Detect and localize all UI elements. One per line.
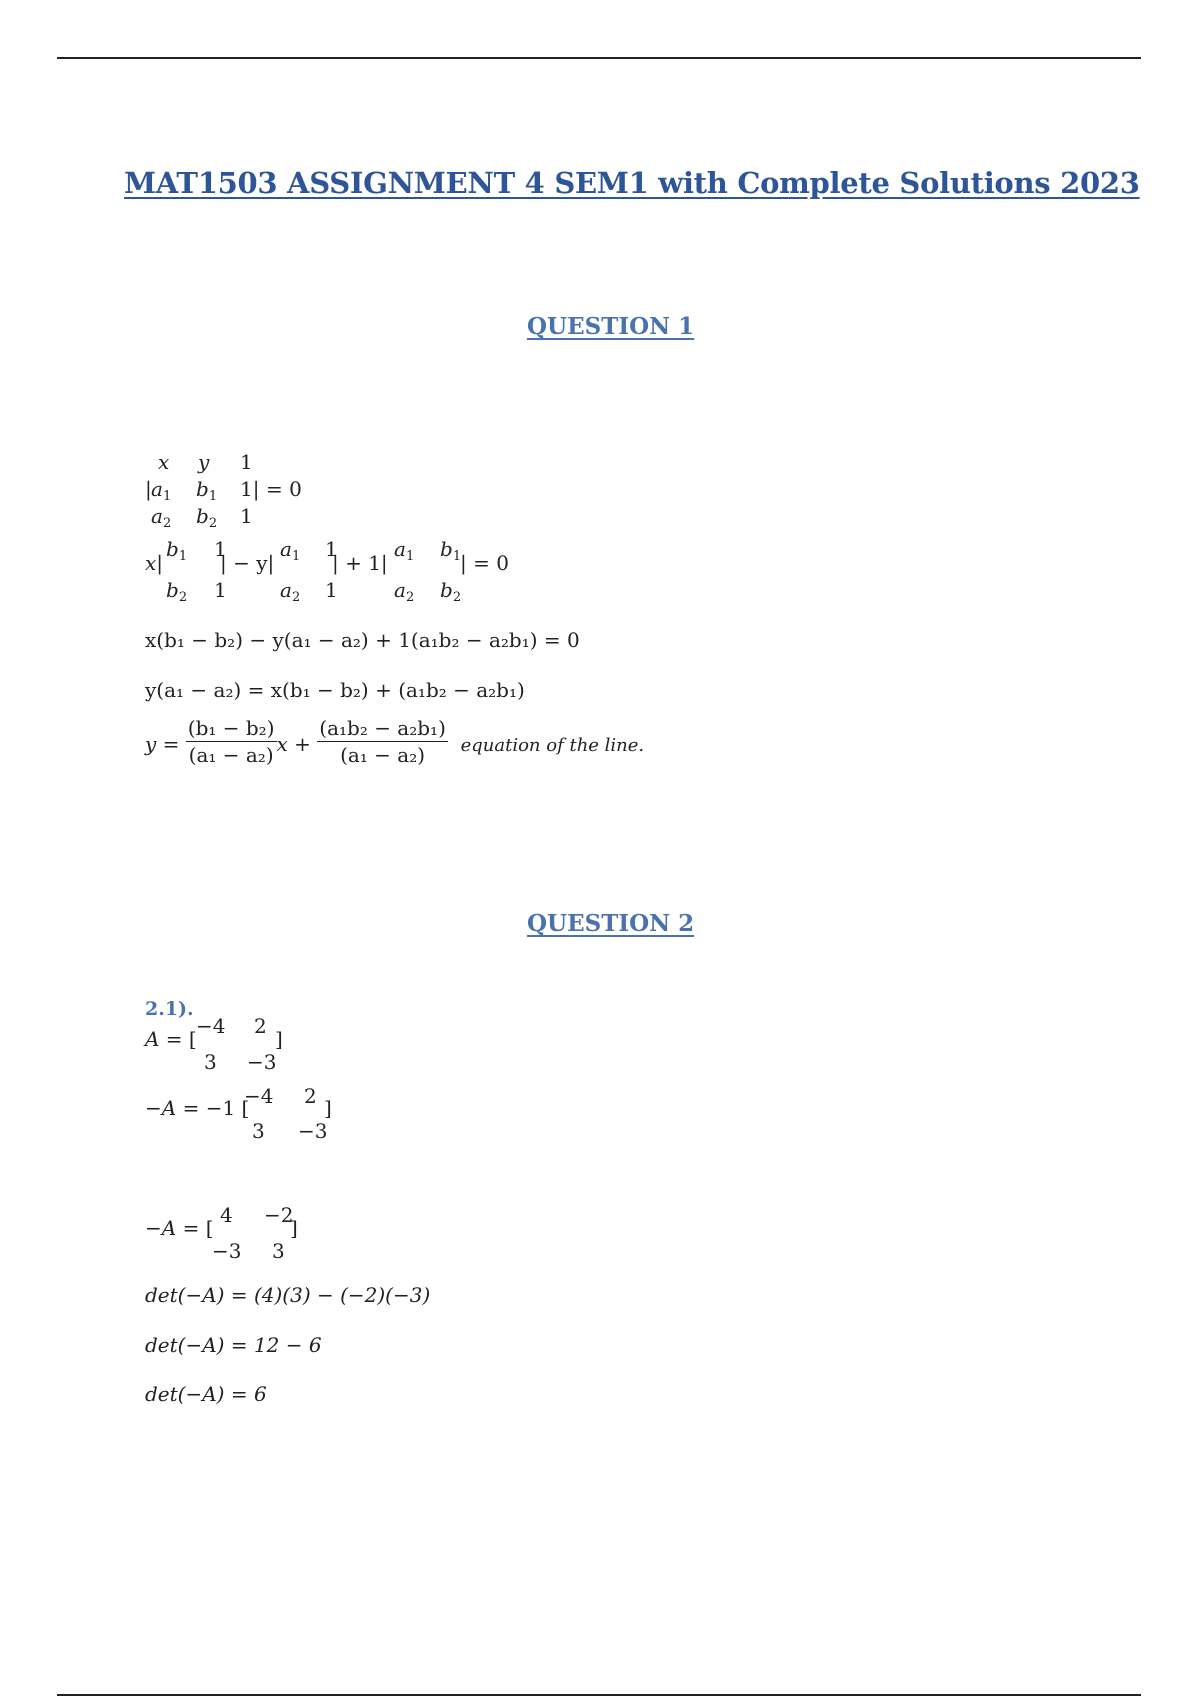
question-2-heading: QUESTION 2 <box>527 910 695 937</box>
determinant-step-1: det(−A) = (4)(3) − (−2)(−3) <box>145 1283 431 1307</box>
document-title: MAT1503 ASSIGNMENT 4 SEM1 with Complete Solutions 2023 <box>124 166 1140 200</box>
equation-line-2: y(a₁ − a₂) = x(b₁ − b₂) + (a₁b₂ − a₂b₁) <box>145 678 525 702</box>
minor-entry: 1 <box>325 537 338 561</box>
minor-entry: $b_2$ <box>440 578 462 605</box>
det-entry: 1 <box>240 450 253 474</box>
matrix-entry: 2 <box>304 1084 317 1108</box>
determinant-step-2: det(−A) = 12 − 6 <box>145 1333 322 1357</box>
det-entry: $a_1$ <box>151 477 172 504</box>
part-label: 2.1). <box>145 998 194 1020</box>
slope-fraction: $\frac{\text{(b₁ − b₂)}}{\text{(a₁ − a₂)}}$ <box>187 716 275 767</box>
expansion-minus-y: | − y| <box>220 551 275 575</box>
minor-entry: $a_1$ <box>280 537 301 564</box>
equation-of-line: y = $\frac{\text{(b₁ − b₂)}}{\text{(a₁ − a₂)}}$ x + $\frac{\text{(a₁b₂ − a₂b₁)}}{\text{(a₁ − a₂)}}$ equation of the line. <box>145 716 645 767</box>
matrix-label: A = [ <box>145 1027 197 1051</box>
matrix-label: −A = −1 [ <box>145 1096 250 1120</box>
minor-entry: $a_2$ <box>394 578 415 605</box>
matrix-entry: 4 <box>220 1203 233 1227</box>
matrix-close: ] <box>290 1216 298 1240</box>
expansion-x: x| <box>145 551 164 575</box>
det-entry: 1 <box>240 504 253 528</box>
matrix-entry: −4 <box>244 1084 274 1108</box>
matrix-entry: −4 <box>196 1014 226 1038</box>
expansion-end: | = 0 <box>460 551 509 575</box>
matrix-close: ] <box>275 1027 283 1051</box>
matrix-entry: −3 <box>212 1239 242 1263</box>
det-entry: $b_2$ <box>196 504 218 531</box>
det-bar: | <box>145 477 152 501</box>
matrix-entry: 2 <box>254 1014 267 1038</box>
matrix-entry: −3 <box>247 1050 277 1074</box>
det-entry: 1| <box>240 477 260 501</box>
det-entry: y <box>198 450 210 474</box>
minor-entry: 1 <box>325 578 338 602</box>
det-equals: = 0 <box>266 477 302 501</box>
matrix-label: −A = [ <box>145 1216 214 1240</box>
top-rule <box>57 57 1141 59</box>
determinant-result: det(−A) = 6 <box>145 1382 267 1406</box>
matrix-entry: −2 <box>264 1203 294 1227</box>
matrix-close: ] <box>324 1096 332 1120</box>
minor-entry: 1 <box>214 537 227 561</box>
det-entry: $a_2$ <box>151 504 172 531</box>
minor-entry: $a_2$ <box>280 578 301 605</box>
question-1-heading: QUESTION 1 <box>527 313 695 340</box>
minor-entry: $a_1$ <box>394 537 415 564</box>
matrix-entry: 3 <box>204 1050 217 1074</box>
equation-note: equation of the line. <box>460 735 645 756</box>
expansion-plus-one: | + 1| <box>332 551 388 575</box>
minor-entry: $b_1$ <box>166 537 188 564</box>
matrix-entry: −3 <box>298 1119 328 1143</box>
minor-entry: 1 <box>214 578 227 602</box>
matrix-entry: 3 <box>252 1119 265 1143</box>
det-entry: x <box>158 450 170 474</box>
minor-entry: $b_1$ <box>440 537 462 564</box>
matrix-entry: 3 <box>272 1239 285 1263</box>
minor-entry: $b_2$ <box>166 578 188 605</box>
equation-line-1: x(b₁ − b₂) − y(a₁ − a₂) + 1(a₁b₂ − a₂b₁) = 0 <box>145 628 580 652</box>
bottom-rule <box>57 1694 1141 1696</box>
det-entry: $b_1$ <box>196 477 218 504</box>
intercept-fraction: $\frac{\text{(a₁b₂ − a₂b₁)}}{\text{(a₁ − a₂)}}$ <box>319 716 446 767</box>
